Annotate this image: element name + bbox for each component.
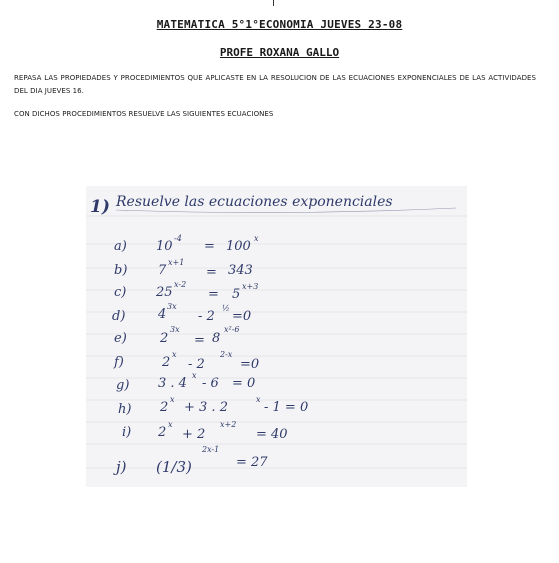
instructions-task: CON DICHOS PROCEDIMIENTOS RESUELVE LAS SIGUIENTES ECUACIONES [14, 110, 274, 118]
worksheet-number: 1) [90, 197, 110, 217]
instructions-paragraph: REPASA LAS PROPIEDADES Y PROCEDIMIENTOS QUE APLICASTE EN LA RESOLUCION DE LAS ECUACIONES EXPONENCIALES DE LAS ACTIVIDADES DEL DIA JUEVES 16. [14, 74, 536, 95]
svg-text:=: = [208, 287, 219, 302]
svg-text:= 40: = 40 [256, 427, 288, 442]
svg-text:= 0: = 0 [232, 376, 256, 391]
svg-text:x: x [170, 395, 175, 404]
handwritten-worksheet-image [86, 186, 467, 487]
svg-text:2: 2 [158, 425, 167, 440]
svg-text:j): j) [116, 458, 127, 476]
svg-text:3x: 3x [170, 325, 180, 334]
svg-text:x: x [168, 420, 173, 429]
equation-c [114, 280, 258, 302]
svg-text:=0: =0 [232, 309, 252, 324]
svg-text:x²-6: x²-6 [224, 325, 240, 334]
svg-text:+ 2: + 2 [182, 427, 206, 442]
equation-g [116, 371, 255, 393]
equation-d [112, 302, 251, 324]
equation-j [113, 445, 268, 476]
svg-text:25: 25 [156, 285, 173, 300]
svg-text:4: 4 [158, 307, 167, 322]
svg-text:- 2: - 2 [188, 357, 205, 372]
svg-text:3x: 3x [167, 302, 177, 311]
svg-text:x-2: x-2 [174, 280, 187, 289]
svg-text:x+3: x+3 [242, 282, 259, 291]
equation-e [114, 325, 240, 348]
svg-text:-4: -4 [174, 234, 182, 243]
page-title: MATEMATICA 5°1°ECONOMIA JUEVES 23-08 [156, 18, 403, 31]
svg-text:x+2: x+2 [220, 420, 237, 429]
svg-text:2: 2 [160, 400, 169, 415]
equation-i [122, 420, 288, 442]
svg-text:343: 343 [228, 263, 253, 278]
worksheet-drawing [86, 186, 467, 487]
svg-text:3 . 4: 3 . 4 [158, 376, 187, 391]
page-top-mark [273, 0, 274, 6]
svg-text:- 1 = 0: - 1 = 0 [264, 400, 309, 415]
svg-text:=: = [204, 239, 215, 254]
teacher-name: PROFE ROXANA GALLO [219, 46, 340, 59]
svg-text:2: 2 [160, 331, 169, 346]
svg-text:(1/3): (1/3) [156, 458, 192, 476]
svg-text:10: 10 [156, 239, 173, 254]
equation-h [118, 395, 308, 417]
svg-text:8: 8 [212, 331, 221, 346]
svg-text:x: x [256, 395, 261, 404]
svg-text:= 27: = 27 [236, 455, 268, 470]
equation-b [114, 258, 253, 280]
svg-text:=: = [194, 333, 205, 348]
svg-text:b): b) [114, 263, 128, 278]
svg-text:x: x [192, 371, 197, 380]
svg-text:=: = [206, 265, 217, 280]
svg-text:x: x [254, 234, 259, 243]
svg-text:100: 100 [226, 239, 251, 254]
svg-text:f): f) [114, 355, 124, 370]
svg-text:i): i) [122, 425, 132, 440]
svg-text:2x-1: 2x-1 [202, 445, 220, 454]
equation-f [113, 350, 259, 372]
svg-text:h): h) [118, 402, 132, 417]
svg-text:½: ½ [222, 304, 230, 313]
worksheet-heading: Resuelve las ecuaciones exponenciales [116, 194, 393, 210]
svg-text:e): e) [114, 331, 127, 346]
svg-text:g): g) [116, 378, 130, 393]
svg-text:7: 7 [158, 263, 167, 278]
svg-text:+ 3 . 2: + 3 . 2 [184, 400, 228, 415]
svg-text:5: 5 [232, 287, 241, 302]
svg-text:=0: =0 [240, 357, 260, 372]
svg-text:x+1: x+1 [168, 258, 185, 267]
svg-text:c): c) [114, 285, 127, 300]
svg-text:a): a) [114, 239, 127, 254]
svg-text:2: 2 [162, 355, 171, 370]
svg-text:- 6: - 6 [202, 376, 219, 391]
svg-text:2-x: 2-x [220, 350, 233, 359]
svg-text:x: x [172, 350, 177, 359]
svg-text:d): d) [112, 309, 126, 324]
svg-text:- 2: - 2 [198, 309, 215, 324]
